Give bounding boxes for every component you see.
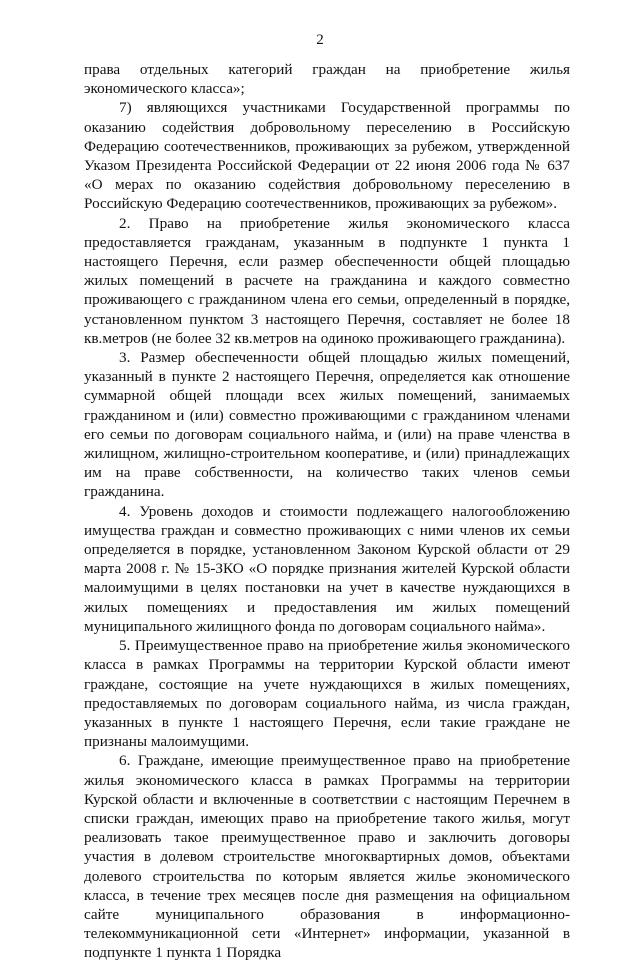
- paragraph: 5. Преимущественное право на приобретение жилья экономического класса в рамках Программы на территории Курской области имеют граждане, состоящие на учете нуждающихся в жилых помещениях, предоставляемых по договорам социального найма, из числа граждан, указанных в пункте 1 настоящего Перечня, если такие граждане не признаны малоимущими.: [84, 637, 570, 751]
- paragraph: права отдельных категорий граждан на приобретение жилья экономического класса»;: [84, 61, 570, 98]
- paragraph: 3. Размер обеспеченности общей площадью жилых помещений, указанный в пункте 2 настоящего Перечня, определяется как отношение суммарной общей площади всех жилых помещений, занимаемых гражданином и (или) совместно проживающими с гражданином членами его семьи по договорам социального найма, и (или) на праве членства в жилищном, жилищно-строительном кооперативе, и (или) принадлежащих им на праве собственности, на количество таких членов семьи гражданина.: [84, 349, 570, 501]
- paragraph: 7) являющихся участниками Государственной программы по оказанию содействия добровольному переселению в Российскую Федерацию соотечественников, проживающих за рубежом, утвержденной Указом Президента Российской Федерации от 22 июня 2006 года № 637 «О мерах по оказанию содействия добровольному переселению в Российскую Федерацию соотечественников, проживающих за рубежом».: [84, 99, 570, 213]
- page-number: 2: [316, 32, 324, 48]
- paragraph: 2. Право на приобретение жилья экономического класса предоставляется гражданам, указанным в подпункте 1 пункта 1 настоящего Перечня, если размер обеспеченности общей площадью жилых помещений в расчете на гражданина и каждого совместно проживающего с гражданином члена его семьи, определенный в порядке, установленном пунктом 3 настоящего Перечня, составляет не более 18 кв.метров (не более 32 кв.метров на одиноко проживающего гражданина).: [84, 214, 570, 347]
- paragraph: 4. Уровень доходов и стоимости подлежащего налогообложению имущества граждан и совместно проживающих с ними членов их семьи определяется в порядке, установленном Законом Курской области от 29 марта 2008 г. № 15-ЗКО «О порядке признания жителей Курской области малоимущими в целях постановки на учет в качестве нуждающихся в жилых помещениях и предоставления им жилых помещений муниципального жилищного фонда по договорам социального найма».: [84, 502, 570, 635]
- paragraph: 6. Граждане, имеющие преимущественное право на приобретение жилья экономического класса в рамках Программы на территории Курской области и включенные в соответствии с настоящим Перечнем в списки граждан, имеющих право на приобретение такого жилья, могут реализовать такое преимущественное право и заключить договоры участия в долевом строительстве многоквартирных домов, объектами долевого строительства по которым является жилье экономического класса, в течение трех месяцев после дня размещения на официальном сайте муниципального образования в информационно-телекоммуникационной сети «Интернет» информации, указанной в подпункте 1 пункта 1 Порядка: [84, 752, 570, 962]
- body-text: [84, 60, 570, 963]
